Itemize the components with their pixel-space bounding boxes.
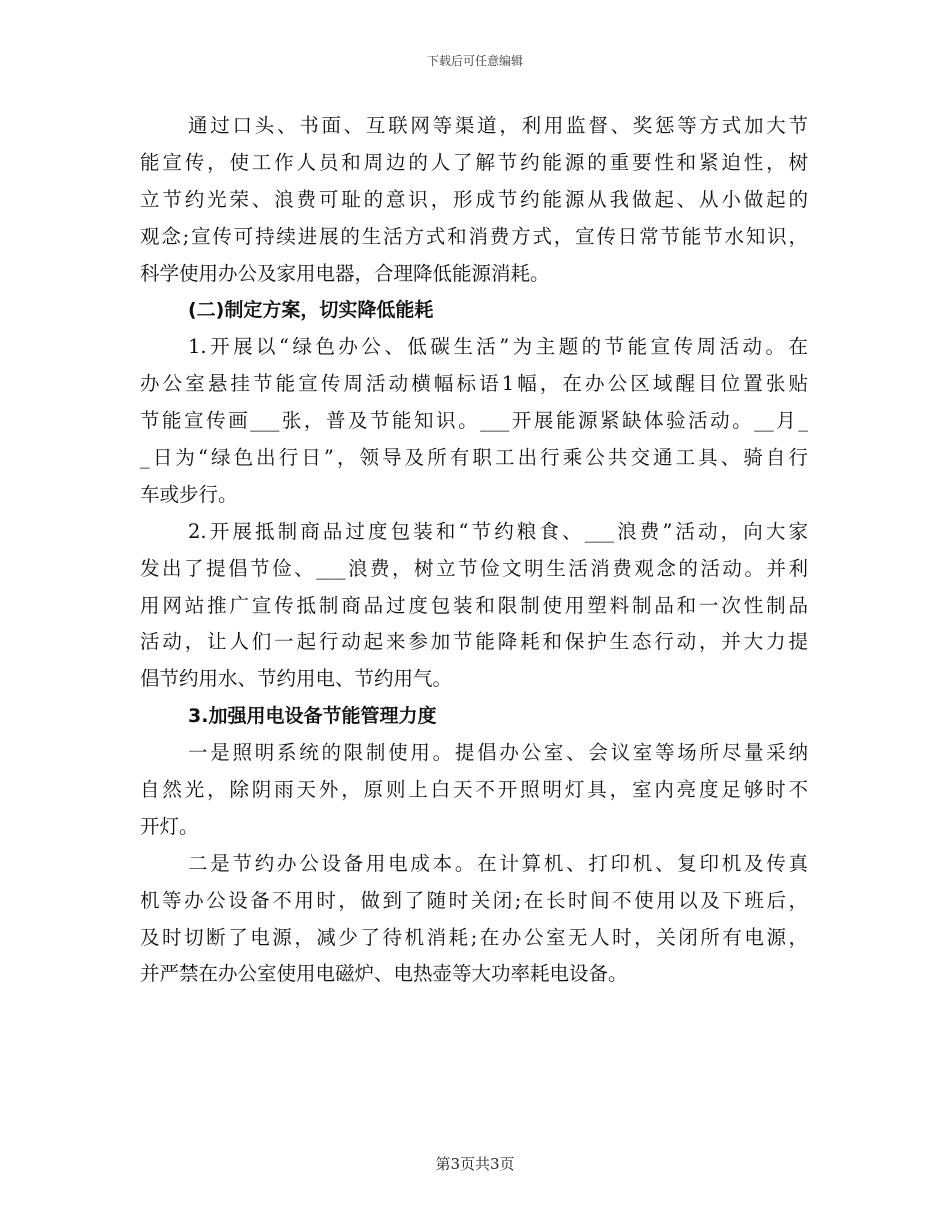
paragraph-line: 一是照明系统的限制使用。提倡办公室、会议室等场所尽量采纳 <box>188 741 808 765</box>
paragraph-line: 自然光，除阴雨天外，原则上白天不开照明灯具，室内亮度足够时不 <box>140 778 808 802</box>
section-heading: (二)制定方案，切实降低能耗 <box>188 299 434 322</box>
paragraph-line: 及时切断了电源，减少了待机消耗;在办公室无人时，关闭所有电源， <box>140 925 808 949</box>
paragraph-line: 倡节约用水、节约用电、节约用气。 <box>140 667 453 691</box>
section-heading: 3.加强用电设备节能管理力度 <box>188 705 437 728</box>
page-number: 第3页共3页 <box>435 1155 515 1173</box>
paragraph-line: 观念;宣传可持续进展的生活方式和消费方式，宣传日常节能节水知识， <box>140 224 808 248</box>
paragraph-line: 用网站推广宣传抵制商品过度包装和限制使用塑料制品和一次性制品 <box>140 593 808 617</box>
paragraph-line: _日为“绿色出行日”，领导及所有职工出行乘公共交通工具、骑自行 <box>140 446 808 470</box>
paragraph-line: 办公室悬挂节能宣传周活动横幅标语1幅，在办公区域醒目位置张贴 <box>140 372 808 396</box>
paragraph-line: 车或步行。 <box>140 482 238 506</box>
paragraph-line: 开灯。 <box>140 814 199 838</box>
paragraph-line: 科学使用办公及家用电器，合理降低能源消耗。 <box>140 261 550 285</box>
paragraph-line: 通过口头、书面、互联网等渠道，利用监督、奖惩等方式加大节 <box>188 114 808 137</box>
paragraph-line: 活动，让人们一起行动起来参加节能降耗和保护生态行动，并大力提 <box>140 630 808 654</box>
paragraph-line: 立节约光荣、浪费可耻的意识，形成节约能源从我做起、从小做起的 <box>140 187 808 211</box>
paragraph-line: 节能宣传画___张，普及节能知识。___开展能源紧缺体验活动。__月_ <box>140 409 808 433</box>
document-body <box>140 108 808 993</box>
paragraph-line: 机等办公设备不用时，做到了随时关闭;在长时间不使用以及下班后， <box>140 888 808 912</box>
paragraph-line: 二是节约办公设备用电成本。在计算机、打印机、复印机及传真 <box>188 851 808 875</box>
paragraph-line: 能宣传，使工作人员和周边的人了解节约能源的重要性和紧迫性，树 <box>140 150 808 174</box>
paragraph-line: 1.开展以“绿色办公、低碳生活”为主题的节能宣传周活动。在 <box>188 335 808 359</box>
paragraph-line: 2.开展抵制商品过度包装和“节约粮食、___浪费”活动，向大家 <box>188 519 808 543</box>
paragraph-line: 发出了提倡节俭、___浪费，树立节俭文明生活消费观念的活动。并利 <box>140 556 808 580</box>
paragraph-line: 并严禁在办公室使用电磁炉、电热壶等大功率耗电设备。 <box>140 962 628 986</box>
page-header-note: 下载后可任意编辑 <box>426 54 523 68</box>
